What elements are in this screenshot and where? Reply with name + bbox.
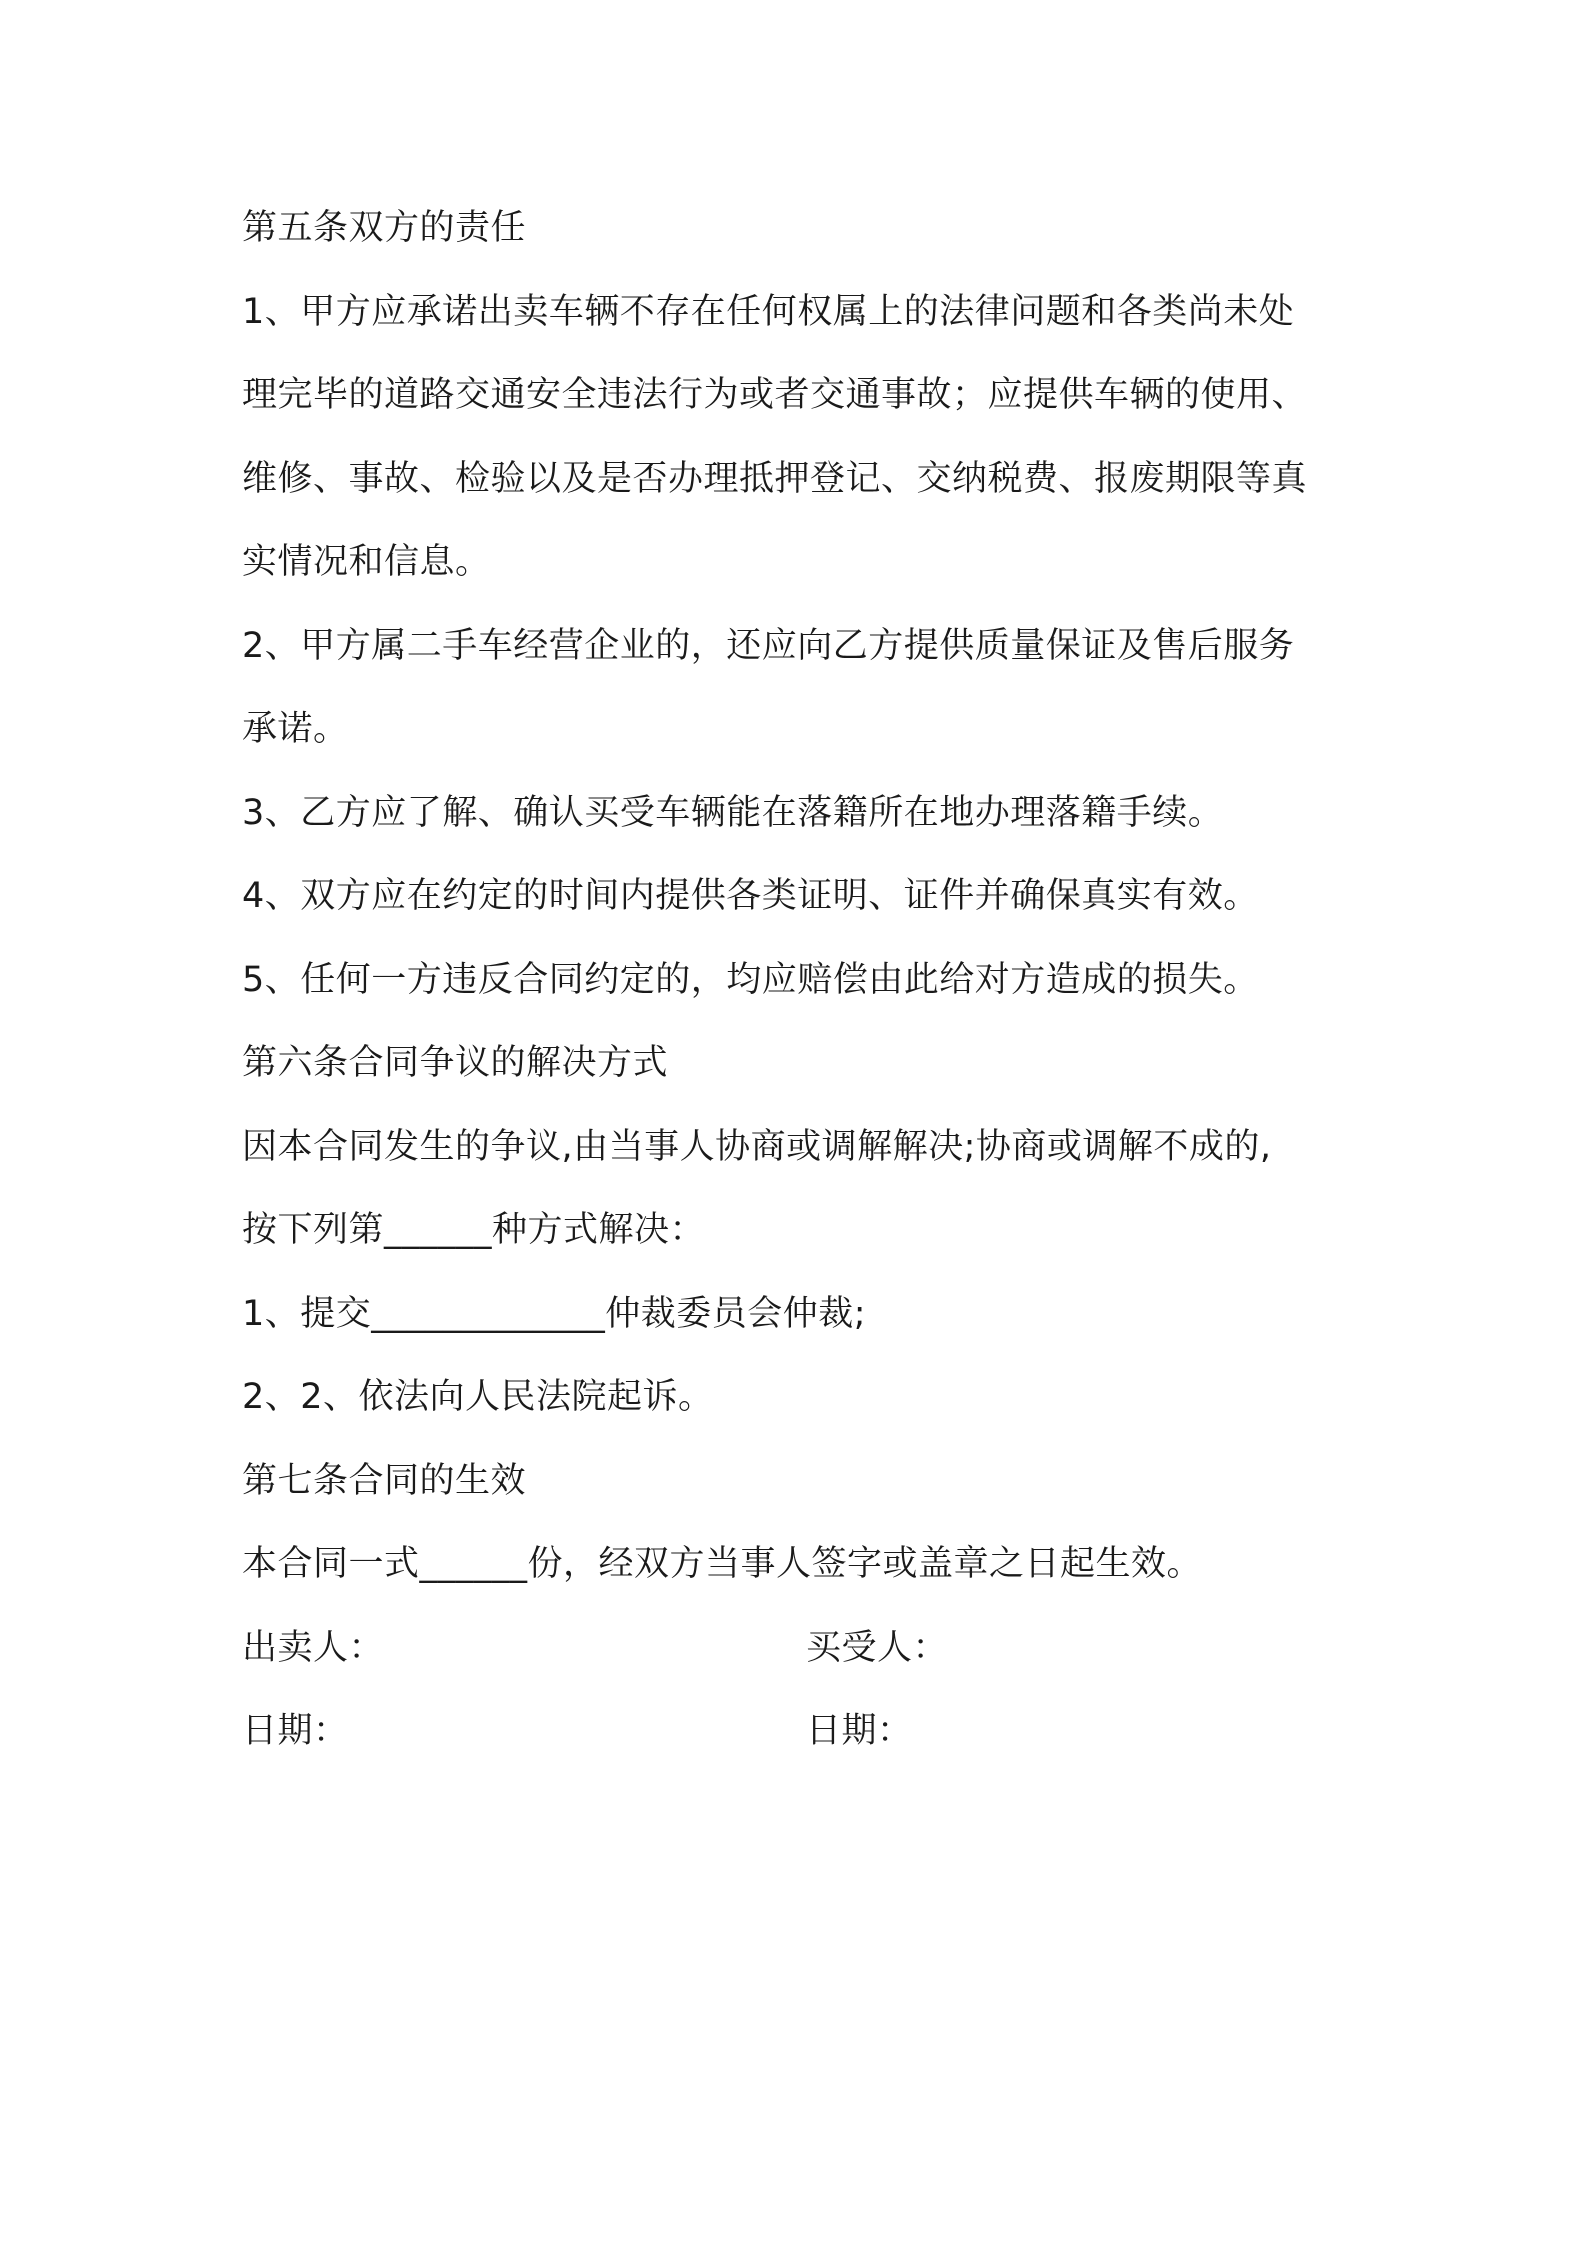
buyer-date-label: 日期： xyxy=(806,1711,913,1751)
article6-option2: 2、2、依法向人民法院起诉。 xyxy=(242,1377,714,1417)
article6-option1: 1、提交_____________仲裁委员会仲裁; xyxy=(242,1294,867,1334)
article5-item2-line1: 2、甲方属二手车经营企业的，还应向乙方提供质量保证及售后服务 xyxy=(242,626,1295,666)
article5-item1-line3: 维修、事故、检验以及是否办理抵押登记、交纳税费、报废期限等真 xyxy=(242,459,1308,499)
article5-item2-line2: 承诺。 xyxy=(242,709,349,749)
article5-item3: 3、乙方应了解、确认买受车辆能在落籍所在地办理落籍手续。 xyxy=(242,793,1224,833)
article6-para-line1: 因本合同发生的争议,由当事人协商或调解解决;协商或调解不成的, xyxy=(242,1127,1272,1167)
buyer-label: 买受人： xyxy=(806,1628,949,1668)
article5-item1-line2: 理完毕的道路交通安全违法行为或者交通事故；应提供车辆的使用、 xyxy=(242,375,1308,415)
article7-heading: 第七条合同的生效 xyxy=(242,1461,527,1501)
article5-item1-line1: 1、甲方应承诺出卖车辆不存在任何权属上的法律问题和各类尚未处 xyxy=(242,292,1295,332)
article5-item5: 5、任何一方违反合同约定的，均应赔偿由此给对方造成的损失。 xyxy=(242,960,1259,1000)
seller-label: 出卖人： xyxy=(242,1628,385,1668)
article7-para: 本合同一式______份，经双方当事人签字或盖章之日起生效。 xyxy=(242,1544,1203,1584)
seller-date-label: 日期： xyxy=(242,1711,349,1751)
article5-item4: 4、双方应在约定的时间内提供各类证明、证件并确保真实有效。 xyxy=(242,876,1259,916)
article6-para-line2: 按下列第______种方式解决： xyxy=(242,1210,706,1250)
article5-item1-line4: 实情况和信息。 xyxy=(242,542,491,582)
article6-heading: 第六条合同争议的解决方式 xyxy=(242,1043,669,1083)
article5-heading: 第五条双方的责任 xyxy=(242,208,527,248)
